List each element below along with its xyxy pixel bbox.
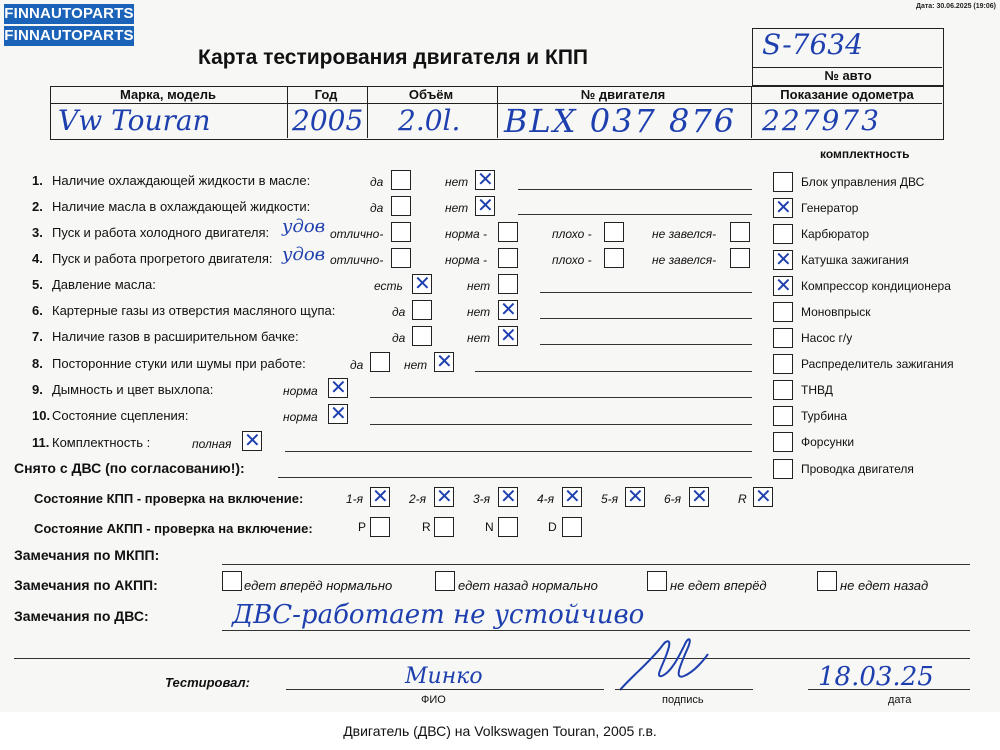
item-1-opt-a: да xyxy=(370,175,384,189)
kit-label-carburetor: Карбюратор xyxy=(801,227,870,241)
item-3-opt-1: отлично- xyxy=(330,227,384,241)
kpp-gear-4-checkbox[interactable] xyxy=(562,487,582,507)
logo-watermark-bottom: FINNAUTOPARTS xyxy=(4,27,134,44)
item-8-line xyxy=(475,371,752,372)
item-2-checkbox-a[interactable] xyxy=(391,196,411,216)
item-6-opt-b: нет xyxy=(467,305,491,319)
kit-label-mono-injection: Моновпрыск xyxy=(801,305,871,319)
kpp-gear-1-label: 1-я xyxy=(346,492,364,506)
fio-line xyxy=(286,689,604,690)
item-9-line xyxy=(370,397,752,398)
kit-checkbox-mono-injection[interactable] xyxy=(773,302,793,322)
kit-checkbox-ac-compressor[interactable] xyxy=(773,276,793,296)
item-11-opt-a: полная xyxy=(192,437,232,451)
removed-line xyxy=(278,477,752,478)
item-3-checkbox-1[interactable] xyxy=(391,222,411,242)
akpp-gear-n-label: N xyxy=(485,520,494,534)
removed-label: Снято с ДВС (по согласованию!): xyxy=(14,460,245,476)
item-2-line xyxy=(518,214,752,215)
item-2-checkbox-b[interactable] xyxy=(475,196,495,216)
item-8-opt-b: нет xyxy=(404,358,428,372)
akpp-notes-no-forward: не едет вперёд xyxy=(670,578,767,593)
akpp-gear-r-label: R xyxy=(422,520,431,534)
kpp-gear-2-label: 2-я xyxy=(409,492,427,506)
kit-checkbox-ps-pump[interactable] xyxy=(773,328,793,348)
logo-watermark-top: FINNAUTOPARTS xyxy=(4,5,134,22)
akpp-notes-label: Замечания по АКПП: xyxy=(14,577,158,593)
car-number-label: № авто xyxy=(824,68,872,83)
kpp-gear-4-label: 4-я xyxy=(537,492,555,506)
item-3-checkbox-4[interactable] xyxy=(730,222,750,242)
item-3-note: удов xyxy=(282,216,326,237)
kpp-gear-2-checkbox[interactable] xyxy=(434,487,454,507)
item-5-checkbox-a[interactable] xyxy=(412,274,432,294)
date-label: дата xyxy=(888,694,912,706)
item-4-checkbox-1[interactable] xyxy=(391,248,411,268)
item-5-opt-b: нет xyxy=(467,279,491,293)
fio-label: ФИО xyxy=(421,694,446,706)
signature-line xyxy=(615,689,753,690)
kit-checkbox-injectors[interactable] xyxy=(773,432,793,452)
item-6: 6. Картерные газы из отверстия масляного щупа: xyxy=(32,303,336,318)
item-4-opt-2: норма - xyxy=(445,253,488,267)
kit-label-distributor: Распределитель зажигания xyxy=(801,357,954,371)
item-5-line xyxy=(540,292,752,293)
akpp-gear-p-label: P xyxy=(358,520,367,534)
item-9-opt-a: норма xyxy=(283,384,318,398)
kit-checkbox-generator[interactable] xyxy=(773,198,793,218)
akpp-notes-forward-ok: едет вперёд нормально xyxy=(244,578,393,593)
item-8-checkbox-a[interactable] xyxy=(370,352,390,372)
kit-checkbox-ignition-coil[interactable] xyxy=(773,250,793,270)
kpp-gear-5-label: 5-я xyxy=(601,492,619,506)
item-2-opt-b: нет xyxy=(445,201,469,215)
item-9-checkbox-a[interactable] xyxy=(328,378,348,398)
akpp-label: Состояние АКПП - проверка на включение: xyxy=(34,521,313,536)
item-1-checkbox-a[interactable] xyxy=(391,170,411,190)
tested-label: Тестировал: xyxy=(165,675,250,690)
item-5: 5. Давление масла: xyxy=(32,277,156,292)
item-8-checkbox-b[interactable] xyxy=(434,352,454,372)
kit-checkbox-carburetor[interactable] xyxy=(773,224,793,244)
item-10: 10. Состояние сцепления: xyxy=(32,408,189,423)
kit-checkbox-wiring[interactable] xyxy=(773,459,793,479)
item-7-checkbox-b[interactable] xyxy=(498,326,518,346)
kpp-gear-3-checkbox[interactable] xyxy=(498,487,518,507)
kit-label-turbo: Турбина xyxy=(801,409,848,423)
akpp-notes-backward-ok-checkbox[interactable] xyxy=(435,571,455,591)
item-7-line xyxy=(540,344,752,345)
kpp-label: Состояние КПП - проверка на включение: xyxy=(34,491,304,506)
car-number-value: S-7634 xyxy=(762,28,863,61)
item-11-checkbox-a[interactable] xyxy=(242,431,262,451)
item-7-opt-a: да xyxy=(392,331,406,345)
item-8-opt-a: да xyxy=(350,358,364,372)
mkpp-notes-label: Замечания по МКПП: xyxy=(14,547,160,563)
kit-checkbox-turbo[interactable] xyxy=(773,406,793,426)
item-4-opt-4: не завелся- xyxy=(652,253,717,267)
item-3-opt-3: плохо - xyxy=(552,227,592,241)
item-1-opt-b: нет xyxy=(445,175,469,189)
item-5-opt-a: есть xyxy=(374,279,403,293)
item-3-opt-2: норма - xyxy=(445,227,488,241)
dvs-notes-line-2 xyxy=(14,658,970,659)
akpp-notes-no-forward-checkbox[interactable] xyxy=(647,571,667,591)
item-7-opt-b: нет xyxy=(467,331,491,345)
kit-label-ecu: Блок управления ДВС xyxy=(801,175,925,189)
item-3: 3. Пуск и работа холодного двигателя: xyxy=(32,225,270,240)
item-4-checkbox-2[interactable] xyxy=(498,248,518,268)
col-volume: Объём xyxy=(408,87,454,102)
kit-checkbox-ecu[interactable] xyxy=(773,172,793,192)
kpp-gear-6-label: 6-я xyxy=(664,492,682,506)
item-6-checkbox-a[interactable] xyxy=(412,300,432,320)
akpp-gear-r-checkbox[interactable] xyxy=(434,517,454,537)
akpp-gear-n-checkbox[interactable] xyxy=(498,517,518,537)
photo-caption: Двигатель (ДВС) на Volkswagen Touran, 2005 г.в. xyxy=(0,712,1000,750)
item-6-opt-a: да xyxy=(392,305,406,319)
kpp-gear-r-label: R xyxy=(738,492,747,506)
item-1-checkbox-b[interactable] xyxy=(475,170,495,190)
col-odometer: Показание одометра xyxy=(780,87,914,102)
item-10-opt-a: норма xyxy=(283,410,318,424)
col-make-model: Марка, модель xyxy=(119,87,217,102)
dvs-notes-line-1 xyxy=(222,630,970,631)
kit-checkbox-distributor[interactable] xyxy=(773,354,793,374)
item-3-opt-4: не завелся- xyxy=(652,227,717,241)
item-4-note: удов xyxy=(282,244,326,265)
kpp-gear-5-checkbox[interactable] xyxy=(625,487,645,507)
col-engine-no: № двигателя xyxy=(580,87,666,102)
volume-value: 2.0l. xyxy=(398,104,461,137)
signature-scribble xyxy=(612,632,712,696)
item-3-checkbox-3[interactable] xyxy=(604,222,624,242)
kit-label-ps-pump: Насос г/у xyxy=(801,331,853,345)
dvs-notes-value: ДВС-работает не устойчиво xyxy=(232,600,645,630)
item-4-checkbox-4[interactable] xyxy=(730,248,750,268)
akpp-notes-no-backward: не едет назад xyxy=(840,578,929,593)
make-model-value: Vw Touran xyxy=(58,104,211,137)
kit-label-injection-pump: ТНВД xyxy=(801,383,833,397)
kpp-gear-6-checkbox[interactable] xyxy=(689,487,709,507)
item-6-checkbox-b[interactable] xyxy=(498,300,518,320)
item-9: 9. Дымность и цвет выхлопа: xyxy=(32,382,214,397)
col-year: Год xyxy=(314,87,338,102)
fio-value: Минкo xyxy=(405,664,483,689)
item-1-line xyxy=(518,189,752,190)
item-10-line xyxy=(370,424,752,425)
item-10-checkbox-a[interactable] xyxy=(328,404,348,424)
kit-label-wiring: Проводка двигателя xyxy=(801,462,914,476)
item-11: 11. Комплектность : xyxy=(32,435,151,450)
kit-label-injectors: Форсунки xyxy=(801,435,855,449)
kit-label-ignition-coil: Катушка зажигания xyxy=(801,253,909,267)
item-1: 1. Наличие охлаждающей жидкости в масле: xyxy=(32,173,311,188)
mkpp-notes-line xyxy=(222,564,970,565)
year-value: 2005 xyxy=(292,104,364,137)
akpp-notes-no-backward-checkbox[interactable] xyxy=(817,571,837,591)
akpp-notes-backward-ok: едет назад нормально xyxy=(458,578,598,593)
item-7-checkbox-a[interactable] xyxy=(412,326,432,346)
item-4: 4. Пуск и работа прогретого двигателя: xyxy=(32,251,273,266)
kpp-gear-r-checkbox[interactable] xyxy=(753,487,773,507)
kpp-gear-3-label: 3-я xyxy=(473,492,491,506)
date-stamp: Дата: 30.06.2025 (19:06) xyxy=(915,3,996,10)
item-7: 7. Наличие газов в расширительном бачке: xyxy=(32,329,299,344)
item-4-opt-1: отлично- xyxy=(330,253,384,267)
item-4-opt-3: плохо - xyxy=(552,253,592,267)
form-title: Карта тестирования двигателя и КПП xyxy=(198,46,589,69)
akpp-gear-d-checkbox[interactable] xyxy=(562,517,582,537)
akpp-notes-forward-ok-checkbox[interactable] xyxy=(222,571,242,591)
engine-no-value: BLX 037 876 xyxy=(504,102,737,140)
kit-checkbox-injection-pump[interactable] xyxy=(773,380,793,400)
item-2: 2. Наличие масла в охлаждающей жидкости: xyxy=(32,199,311,214)
item-11-line xyxy=(285,451,752,452)
item-2-opt-a: да xyxy=(370,201,384,215)
item-3-checkbox-2[interactable] xyxy=(498,222,518,242)
kit-label-ac-compressor: Компрессор кондиционера xyxy=(801,279,951,293)
kit-label-generator: Генератор xyxy=(801,201,859,215)
item-4-checkbox-3[interactable] xyxy=(604,248,624,268)
item-8: 8. Посторонние стуки или шумы при работе: xyxy=(32,356,306,371)
akpp-gear-d-label: D xyxy=(548,520,557,534)
dvs-notes-label: Замечания по ДВС: xyxy=(14,608,149,624)
kit-title: комплектность xyxy=(820,147,910,161)
signature-label: подпись xyxy=(662,694,704,706)
date-value: 18.03.25 xyxy=(818,662,934,692)
akpp-gear-p-checkbox[interactable] xyxy=(370,517,390,537)
item-5-checkbox-b[interactable] xyxy=(498,274,518,294)
item-6-line xyxy=(540,318,752,319)
date-line xyxy=(808,689,970,690)
kpp-gear-1-checkbox[interactable] xyxy=(370,487,390,507)
odometer-value: 227973 xyxy=(762,104,881,137)
